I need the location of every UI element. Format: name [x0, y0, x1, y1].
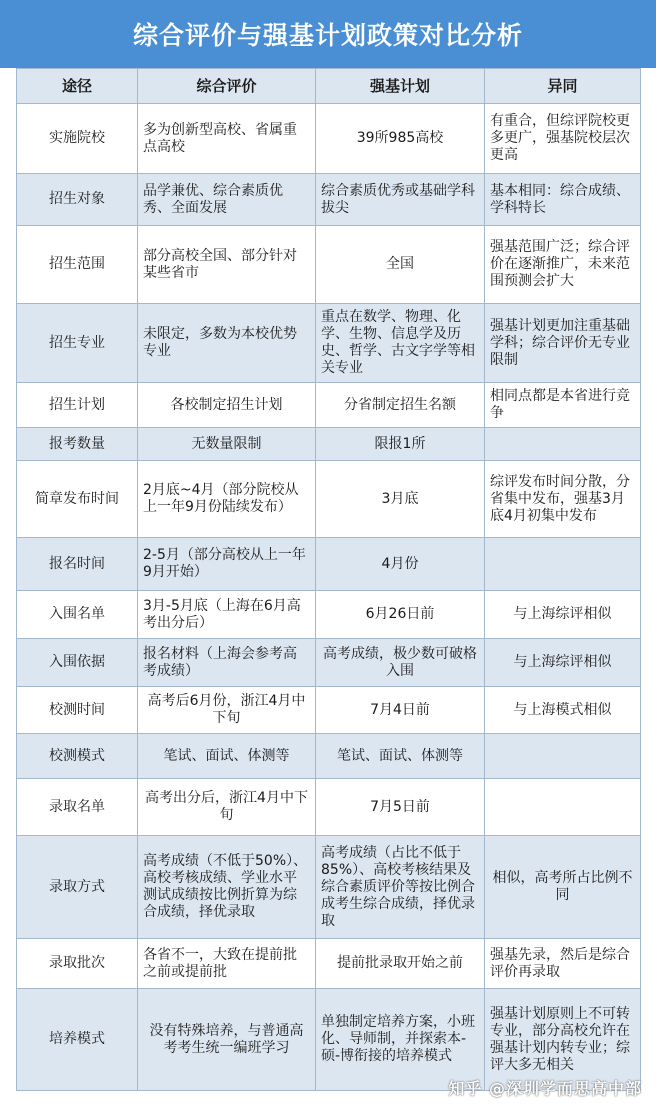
- table-row: [17, 591, 641, 639]
- cell-diff: 与上海综评相似: [485, 591, 641, 639]
- cell-diff: 基本相同：综合成绩、学科特长: [485, 174, 641, 226]
- row-label: 校测模式: [17, 734, 138, 779]
- cell-comprehensive: 无数量限制: [138, 428, 316, 461]
- cell-comprehensive: 各省不一，大致在提前批之前或提前批: [138, 939, 316, 989]
- cell-diff: 有重合，但综评院校更多更广，强基院校层次更高: [485, 104, 641, 174]
- cell-qiangji: 7月4日前: [316, 687, 485, 734]
- cell-qiangji: 笔试、面试、体测等: [316, 734, 485, 779]
- cell-qiangji: 7月5日前: [316, 779, 485, 836]
- table-row: [17, 836, 641, 939]
- row-label: 招生计划: [17, 383, 138, 428]
- cell-qiangji: 单独制定培养方案，小班化、导师制，并探索本-硕-博衔接的培养模式: [316, 989, 485, 1091]
- cell-diff: 强基计划原则上不可转专业，部分高校允许在强基计划内转专业；综评大多无相关: [485, 989, 641, 1091]
- cell-diff: 相同点都是本省进行竞争: [485, 383, 641, 428]
- table-row: [17, 428, 641, 461]
- cell-comprehensive: 未限定，多数为本校优势专业: [138, 304, 316, 383]
- table-row: [17, 226, 641, 304]
- table-row: [17, 174, 641, 226]
- comparison-table: [16, 68, 641, 1091]
- cell-qiangji: 综合素质优秀或基础学科拔尖: [316, 174, 485, 226]
- table-row: [17, 461, 641, 538]
- row-label: 录取方式: [17, 836, 138, 939]
- table-row: [17, 538, 641, 591]
- cell-comprehensive: 报名材料（上海会参考高考成绩）: [138, 639, 316, 687]
- row-label: 校测时间: [17, 687, 138, 734]
- table-row: [17, 687, 641, 734]
- cell-qiangji: 高考成绩（占比不低于85%）、高校考核结果及综合素质评价等按比例合成考生综合成绩，择优录取: [316, 836, 485, 939]
- header-row: [17, 69, 641, 104]
- cell-qiangji: 6月26日前: [316, 591, 485, 639]
- cell-comprehensive: 2月底~4月（部分院校从上一年9月份陆续发布）: [138, 461, 316, 538]
- cell-qiangji: 高考成绩，极少数可破格入围: [316, 639, 485, 687]
- header-route: 途径: [17, 69, 138, 104]
- table-row: [17, 939, 641, 989]
- cell-comprehensive: 2-5月（部分高校从上一年9月开始）: [138, 538, 316, 591]
- cell-diff: [485, 779, 641, 836]
- row-label: 招生范围: [17, 226, 138, 304]
- table-row: [17, 304, 641, 383]
- cell-qiangji: 全国: [316, 226, 485, 304]
- cell-qiangji: 提前批录取开始之前: [316, 939, 485, 989]
- row-label: 录取批次: [17, 939, 138, 989]
- cell-diff: 与上海综评相似: [485, 639, 641, 687]
- cell-comprehensive: 高考后6月份，浙江4月中下旬: [138, 687, 316, 734]
- cell-qiangji: 39所985高校: [316, 104, 485, 174]
- cell-diff: 相似，高考所占比例不同: [485, 836, 641, 939]
- cell-qiangji: 3月底: [316, 461, 485, 538]
- header-comprehensive: 综合评价: [138, 69, 316, 104]
- cell-qiangji: 4月份: [316, 538, 485, 591]
- header-diff: 异同: [485, 69, 641, 104]
- row-label: 招生专业: [17, 304, 138, 383]
- cell-comprehensive: 部分高校全国、部分针对某些省市: [138, 226, 316, 304]
- cell-diff: [485, 538, 641, 591]
- cell-qiangji: 分省制定招生名额: [316, 383, 485, 428]
- cell-qiangji: 限报1所: [316, 428, 485, 461]
- table-title: 综合评价与强基计划政策对比分析: [0, 0, 656, 68]
- header-qiangji: 强基计划: [316, 69, 485, 104]
- cell-diff: [485, 428, 641, 461]
- cell-comprehensive: 高考成绩（不低于50%）、高校考核成绩、学业水平测试成绩按比例折算为综合成绩，择优录取: [138, 836, 316, 939]
- table-row: [17, 639, 641, 687]
- cell-comprehensive: 各校制定招生计划: [138, 383, 316, 428]
- cell-qiangji: 重点在数学、物理、化学、生物、信息学及历史、哲学、古文字学等相关专业: [316, 304, 485, 383]
- row-label: 培养模式: [17, 989, 138, 1091]
- row-label: 简章发布时间: [17, 461, 138, 538]
- cell-diff: 与上海模式相似: [485, 687, 641, 734]
- cell-comprehensive: 品学兼优、综合素质优秀、全面发展: [138, 174, 316, 226]
- row-label: 招生对象: [17, 174, 138, 226]
- row-label: 实施院校: [17, 104, 138, 174]
- cell-diff: 强基范围广泛；综合评价在逐渐推广，未来范围预测会扩大: [485, 226, 641, 304]
- cell-diff: 强基计划更加注重基础学科；综合评价无专业限制: [485, 304, 641, 383]
- cell-comprehensive: 笔试、面试、体测等: [138, 734, 316, 779]
- watermark: 知乎 @深圳学而思高中部: [448, 1079, 642, 1098]
- table-row: [17, 734, 641, 779]
- table-row: [17, 779, 641, 836]
- row-label: 录取名单: [17, 779, 138, 836]
- cell-comprehensive: 3月-5月底（上海在6月高考出分后）: [138, 591, 316, 639]
- table-row: [17, 104, 641, 174]
- cell-comprehensive: 高考出分后，浙江4月中下旬: [138, 779, 316, 836]
- cell-comprehensive: 没有特殊培养，与普通高考考生统一编班学习: [138, 989, 316, 1091]
- row-label: 报考数量: [17, 428, 138, 461]
- cell-diff: 强基先录，然后是综合评价再录取: [485, 939, 641, 989]
- row-label: 报名时间: [17, 538, 138, 591]
- row-label: 入围名单: [17, 591, 138, 639]
- cell-diff: [485, 734, 641, 779]
- cell-diff: 综评发布时间分散，分省集中发布，强基3月底4月初集中发布: [485, 461, 641, 538]
- row-label: 入围依据: [17, 639, 138, 687]
- table-row: [17, 383, 641, 428]
- cell-comprehensive: 多为创新型高校、省属重点高校: [138, 104, 316, 174]
